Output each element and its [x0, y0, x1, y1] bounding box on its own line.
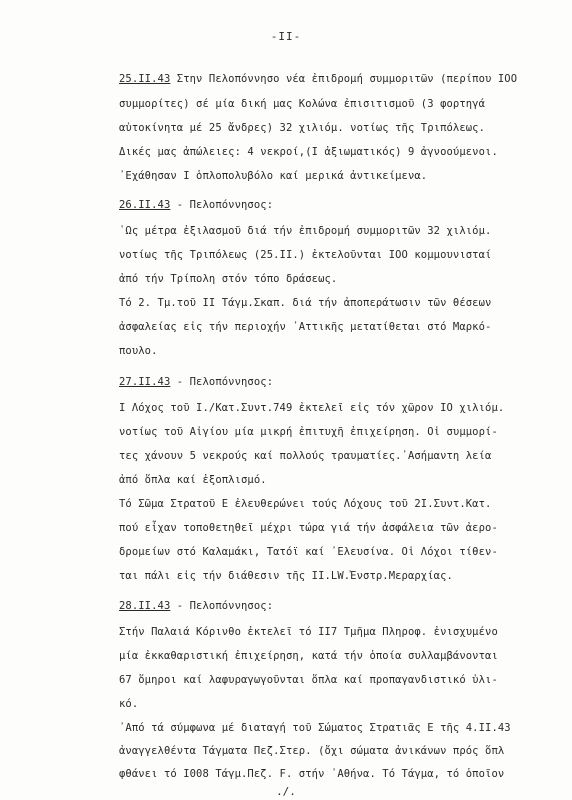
section-4-line-7: φθάνει τό Ι008 Τάγμ.Πεζ. F. στήν ᾿Αθήνα. Τό Τάγμα, τό ὁποῖον [119, 768, 505, 780]
section-4-line-6: ἀναγγελθέντα Τάγματα Πεζ.Στερ. (ὄχι σώματα ἀνικάνων πρός ὅπλ [119, 745, 505, 757]
section-2-line-6: πουλο. [119, 345, 158, 357]
section-2-line-2: νοτίως τῆς Τριπόλεως (25.ΙΙ.) ἐκτελοῦνται ΙΟΟ κομμουνισταί [119, 249, 492, 261]
section-4-heading [119, 600, 273, 612]
section-3-line-5: Τό Σῶμα Στρατοῦ Ε ἐλευθερώνει τούς Λόχους τοῦ 2Ι.Συντ.Κατ. [119, 498, 492, 510]
section-4-line-5: ᾿Από τά σύμφωνα μέ διαταγή τοῦ Σώματος Στρατιᾶς Ε τῆς 4.ΙΙ.43 [119, 722, 511, 734]
section-3-line-3: τες χάνουν 5 νεκρούς καί πολλούς τραυματίες.᾿Ασήμαντη λεία [119, 450, 492, 462]
section-4-date: 28.II.43 [119, 600, 171, 612]
section-1-line-5: ᾿Εχάθησαν Ι ὁπλοπολυβόλο καί μερικά ἀντικείμενα. [119, 170, 428, 182]
section-1-line-3: αὐτοκίνητα μέ 25 ἄνδρες) 32 χιλιόμ. νοτίως τῆς Τριπόλεως. [119, 122, 486, 134]
section-4-line-4: κό. [119, 698, 139, 710]
section-3-line-4: ἀπό ὅπλα καί ἐξοπλισμό. [119, 474, 267, 486]
section-1-line-1: 25.II.43 Στην Πελοπόννησο νέα ἐπιδρομή συμμοριτῶν (περίπου ΙΟΟ [119, 73, 518, 85]
section-3-line-8: ται πάλι εἰς τήν διάθεσιν τῆς ΙΙ.LW.Ἐνστρ.Μεραρχίας. [119, 570, 453, 582]
section-1-line-2: συμμορίτες) σέ μία δική μας Κολώνα ἐπισιτισμοῦ (3 φορτηγά [119, 98, 486, 110]
section-2-line-1: ῾Ως μέτρα ἐξιλασμοῦ διά τήν ἐπιδρομή συμμοριτῶν 32 χιλιόμ. [119, 225, 492, 237]
section-3-line-7: δρομείων στό Καλαμάκι, Τατόϊ καί ᾿Ελευσίνα. Οἱ Λόχοι τίθεν- [119, 546, 498, 558]
section-3-heading [119, 376, 273, 388]
section-4-line-1: Στήν Παλαιά Κόρινθο ἐκτελεῖ τό ΙΙ7 Τμῆμα Πληροφ. ἐνισχυμένο [119, 626, 498, 638]
page-number: -II- [270, 30, 302, 43]
section-3-line-6: πού εἶχαν τοποθετηθεῖ μέχρι τώρα γιά τήν ἀσφάλεια τῶν ἀερο- [119, 522, 498, 534]
section-3-line-1: Ι Λόχος τοῦ Ι./Κατ.Συντ.749 ἐκτελεῖ εἰς τόν χῶρον ΙΟ χιλιόμ. [119, 402, 505, 414]
section-4-title: - Πελοπόννησος: [170, 600, 274, 612]
section-2-heading [119, 199, 273, 211]
section-3-line-2: νοτίως τοῦ Αἰγίου μία μικρή ἐπιτυχῆ ἐπιχείρηση. Οἱ συμμορί- [119, 426, 498, 438]
section-2-line-4: Τό 2. Τμ.τοῦ ΙΙ Τάγμ.Σκαπ. διά τήν ἀποπεράτωσιν τῶν θέσεων [119, 297, 492, 309]
section-1-date: 25.II.43 [119, 73, 171, 85]
footer-mark: ./. [276, 785, 296, 798]
section-4-line-2: μία ἐκκαθαριστική ἐπιχείρηση, κατά τήν ὁποία συλλαμβάνονται [119, 650, 498, 662]
section-2-title: - Πελοπόννησος: [170, 199, 274, 211]
section-1-line-4: Δικές μας ἀπώλειες: 4 νεκροί,(Ι ἀξιωματικός) 9 ἀγνοούμενοι. [119, 146, 498, 158]
section-2-line-3: ἀπό τήν Τρίπολη στόν τόπο δράσεως. [119, 273, 338, 285]
section-3-title: - Πελοπόννησος: [170, 376, 274, 388]
section-2-line-5: ἀσφαλείας εἰς τήν περιοχήν ᾿Αττικῆς μετατίθεται στό Μαρκό- [119, 321, 492, 333]
section-3-date: 27.II.43 [119, 376, 171, 388]
section-4-line-3: 67 ὅμηροι καί λαφυραγωγοῦνται ὅπλα καί προπαγανδιστικό ὑλι- [119, 674, 498, 686]
section-2-date: 26.II.43 [119, 199, 171, 211]
